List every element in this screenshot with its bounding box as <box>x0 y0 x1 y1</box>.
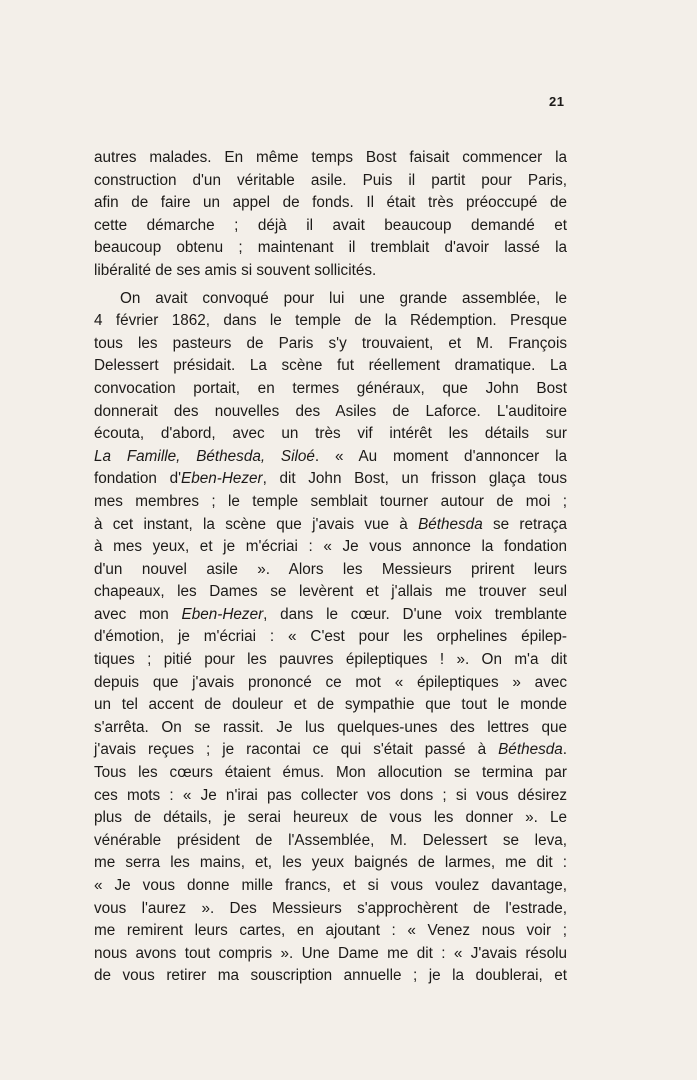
text-line: chapeaux, les Dames se levèrent et j'allais me trouver seul <box>94 583 567 601</box>
text-line: libéralité de ses amis si souvent sollicités. <box>94 261 377 279</box>
text-line: mes membres ; le temple semblait tourner autour de moi ; <box>94 492 567 510</box>
text-line: cette démarche ; déjà il avait beaucoup demandé et <box>94 216 567 234</box>
text-line: me remirent leurs cartes, en ajoutant : « Venez nous voir ; <box>94 922 567 940</box>
page-number: 21 <box>549 94 565 109</box>
text-line: d'un nouvel asile ». Alors les Messieurs prirent leurs <box>94 560 567 578</box>
text-line: convocation portait, en termes généraux, que John Bost <box>94 379 567 397</box>
text-line: autres malades. En même temps Bost faisait commencer la <box>94 149 567 166</box>
text-line: avec mon Eben-Hezer, dans le cœur. D'une voix tremblante <box>94 605 567 623</box>
text-line: tous les pasteurs de Paris s'y trouvaient, et M. François <box>94 334 567 352</box>
text-line: Delessert présidait. La scène fut réellement dramatique. La <box>94 357 567 375</box>
text-line: ces mots : « Je n'irai pas collecter vos dons ; si vous désirez <box>94 786 567 804</box>
text-line: Tous les cœurs étaient émus. Mon allocution se termina par <box>94 764 567 782</box>
text-line: 4 février 1862, dans le temple de la Rédemption. Presque <box>94 312 567 330</box>
text-line: à cet instant, la scène que j'avais vue à Béthesda se retraça <box>94 515 567 533</box>
text-line: j'avais reçues ; je racontai ce qui s'était passé à Béthesda. <box>94 741 567 759</box>
text-line: La Famille, Béthesda, Siloé. « Au moment d'annoncer la <box>94 447 567 465</box>
text-line: On avait convoqué pour lui une grande assemblée, le <box>120 289 567 307</box>
text-line: tiques ; pitié pour les pauvres épileptiques ! ». On m'a dit <box>94 651 567 669</box>
text-line: s'arrêta. On se rassit. Je lus quelques-unes des lettres que <box>94 718 567 736</box>
text-line: écouta, d'abord, avec un très vif intérêt les détails sur <box>94 425 567 443</box>
text-line: fondation d'Eben-Hezer, dit John Bost, un frisson glaça tous <box>94 470 567 488</box>
text-line: de vous retirer ma souscription annuelle ; je la doublerai, et <box>94 967 567 985</box>
text-line: vénérable président de l'Assemblée, M. Delessert se leva, <box>94 831 567 849</box>
text-line: « Je vous donne mille francs, et si vous voulez davantage, <box>94 877 567 894</box>
text-line: afin de faire un appel de fonds. Il était très préoccupé de <box>94 194 567 212</box>
body-text <box>94 147 567 988</box>
text-line: construction d'un véritable asile. Puis il partit pour Paris, <box>94 171 567 189</box>
text-line: donnerait des nouvelles des Asiles de Laforce. L'auditoire <box>94 402 567 420</box>
paragraph-1 <box>94 147 567 283</box>
text-line: nous avons tout compris ». Une Dame me dit : « J'avais résolu <box>94 944 567 962</box>
text-line: me serra les mains, et, les yeux baignés de larmes, me dit : <box>94 854 567 872</box>
paragraph-2 <box>94 288 567 988</box>
text-line: d'émotion, je m'écriai : « C'est pour les orphelines épilep- <box>94 628 567 646</box>
text-line: plus de détails, je serai heureux de vous les donner ». Le <box>94 809 567 827</box>
text-line: beaucoup obtenu ; maintenant il tremblait d'avoir lassé la <box>94 239 567 257</box>
text-line: vous l'aurez ». Des Messieurs s'approchèrent de l'estrade, <box>94 899 567 917</box>
text-line: depuis que j'avais prononcé ce mot « épileptiques » avec <box>94 673 567 691</box>
text-line: un tel accent de douleur et de sympathie que tout le monde <box>94 696 567 714</box>
text-line: à mes yeux, et je m'écriai : « Je vous annonce la fondation <box>94 538 567 556</box>
